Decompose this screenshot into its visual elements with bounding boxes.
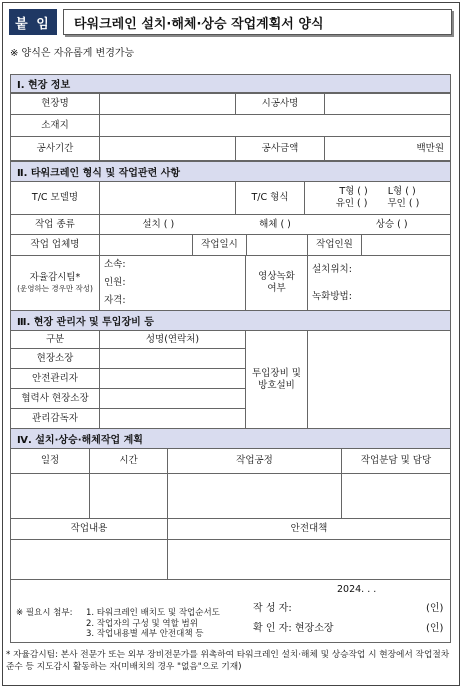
manager-row-field[interactable] (99, 368, 246, 389)
qualification-label: 자격: (104, 295, 126, 307)
contractor-label: 시공사명 (235, 93, 325, 115)
climb-option[interactable]: 상승 ( ) (375, 218, 408, 230)
video-record-label: 영상녹화 여부 (245, 255, 308, 311)
dismantle-option[interactable]: 해체 ( ) (259, 218, 291, 230)
signature-block (10, 579, 451, 643)
attachment-item: 1. 타워크레인 배치도 및 작업순서도 (86, 608, 220, 618)
manager-row-field[interactable] (99, 348, 246, 369)
crane-type-label: T/C 형식 (235, 181, 305, 215)
amount-unit[interactable]: 백만원 (324, 136, 451, 161)
work-kind-label: 작업 종류 (10, 214, 100, 235)
attachment-badge: 붙 임 (9, 9, 57, 35)
document-title: 타워크레인 설치·해체·상승 작업계획서 양식 (63, 9, 452, 35)
plan-content-field[interactable] (10, 539, 168, 580)
company-label: 작업 업체명 (10, 234, 100, 256)
section-plan: Ⅳ. 설치·상승·해체작업 계획 (10, 428, 451, 449)
site-name-label: 현장명 (10, 93, 100, 115)
title-row (9, 9, 452, 35)
checker-seal[interactable]: (인) (426, 623, 444, 634)
location-field[interactable] (99, 114, 451, 137)
manager-row-label: 현장소장 (10, 348, 100, 369)
workers-field[interactable] (361, 234, 451, 256)
amount-label: 공사금액 (235, 136, 325, 161)
col-content-header: 작업내용 (10, 518, 168, 540)
writer-label: 작 성 자: (253, 603, 292, 614)
company-field[interactable] (99, 234, 193, 256)
plan-role-field[interactable] (341, 473, 451, 519)
col-time-header: 시간 (89, 448, 168, 474)
plan-process-field[interactable] (167, 473, 342, 519)
footnote: * 자율감시팀: 본사 전문가 또는 외부 장비전문가를 위촉하여 타워크레인 설치·해체 및 상승작업 시 현장에서 작업절차 준수 등 지도감시 활동하는 자(미배치의 경우 "없음"으로 기재) (6, 650, 450, 672)
model-field[interactable] (99, 181, 236, 215)
contractor-field[interactable] (324, 93, 451, 115)
section-site-info: Ⅰ. 현장 정보 (10, 74, 451, 93)
section-crane-info: Ⅱ. 타워크레인 형식 및 작업관련 사항 (10, 161, 451, 182)
video-record-fields[interactable] (307, 255, 451, 311)
location-label: 소재지 (10, 114, 100, 137)
manager-row-label: 협력사 현장소장 (10, 388, 100, 409)
date-field[interactable] (246, 234, 308, 256)
writer-seal[interactable]: (인) (426, 603, 444, 614)
format-note: ※ 양식은 자유롭게 변경가능 (10, 48, 135, 59)
col-role-header: 작업분담 및 담당 (341, 448, 451, 474)
col-name-header: 성명(연락처) (99, 330, 246, 349)
attachment-item: 2. 작업자의 구성 및 역할 범위 (86, 618, 198, 629)
date-label: 작업일시 (192, 234, 247, 256)
persons-label: 인원: (104, 277, 126, 289)
supervisor-label: 자율감시팀* (29, 272, 81, 284)
record-method-label: 녹화방법: (312, 290, 352, 302)
supervisor-sub-label: (운영하는 경우만 작성) (17, 284, 93, 294)
site-name-field[interactable] (99, 93, 236, 115)
col-date-header: 일정 (10, 448, 90, 474)
period-label: 공사기간 (10, 136, 100, 161)
manager-row-field[interactable] (99, 388, 246, 409)
model-label: T/C 모델명 (10, 181, 100, 215)
affiliation-label: 소속: (104, 259, 126, 271)
equipment-field[interactable] (307, 330, 451, 429)
crane-type-options[interactable] (304, 181, 451, 215)
section-managers: Ⅲ. 현장 관리자 및 투입장비 등 (10, 310, 451, 331)
checker-label: 확 인 자: 현장소장 (253, 623, 334, 634)
install-option[interactable]: 설치 ( ) (142, 218, 175, 230)
supervisor-label-cell (10, 255, 100, 311)
supervisor-fields[interactable] (99, 255, 246, 311)
plan-time-field[interactable] (89, 473, 168, 519)
plan-date-field[interactable] (10, 473, 90, 519)
sign-date[interactable]: 2024. . . (337, 584, 377, 595)
workers-label: 작업인원 (307, 234, 362, 256)
work-kind-options[interactable] (99, 214, 451, 235)
attachment-item: 3. 작업내용별 세부 안전대책 등 (86, 629, 204, 640)
attachment-list (86, 608, 220, 640)
install-position-label: 설치위치: (312, 263, 352, 275)
col-safety-header: 안전대책 (167, 518, 451, 540)
manager-row-field[interactable] (99, 408, 246, 429)
plan-safety-field[interactable] (167, 539, 451, 580)
type-t-option[interactable]: T형 ( ) (339, 186, 368, 198)
period-field[interactable] (99, 136, 236, 161)
type-manned-option[interactable]: 유인 ( ) (335, 198, 368, 209)
col-kind-header: 구분 (10, 330, 100, 349)
type-unmanned-option[interactable]: 무인 ( ) (387, 198, 420, 209)
equipment-label: 투입장비 및 방호설비 (245, 330, 308, 429)
col-process-header: 작업공정 (167, 448, 342, 474)
attachment-title: ※ 필요시 첨부: (16, 608, 73, 618)
manager-row-label: 관리감독자 (10, 408, 100, 429)
type-l-option[interactable]: L형 ( ) (387, 186, 416, 198)
manager-row-label: 안전관리자 (10, 368, 100, 389)
